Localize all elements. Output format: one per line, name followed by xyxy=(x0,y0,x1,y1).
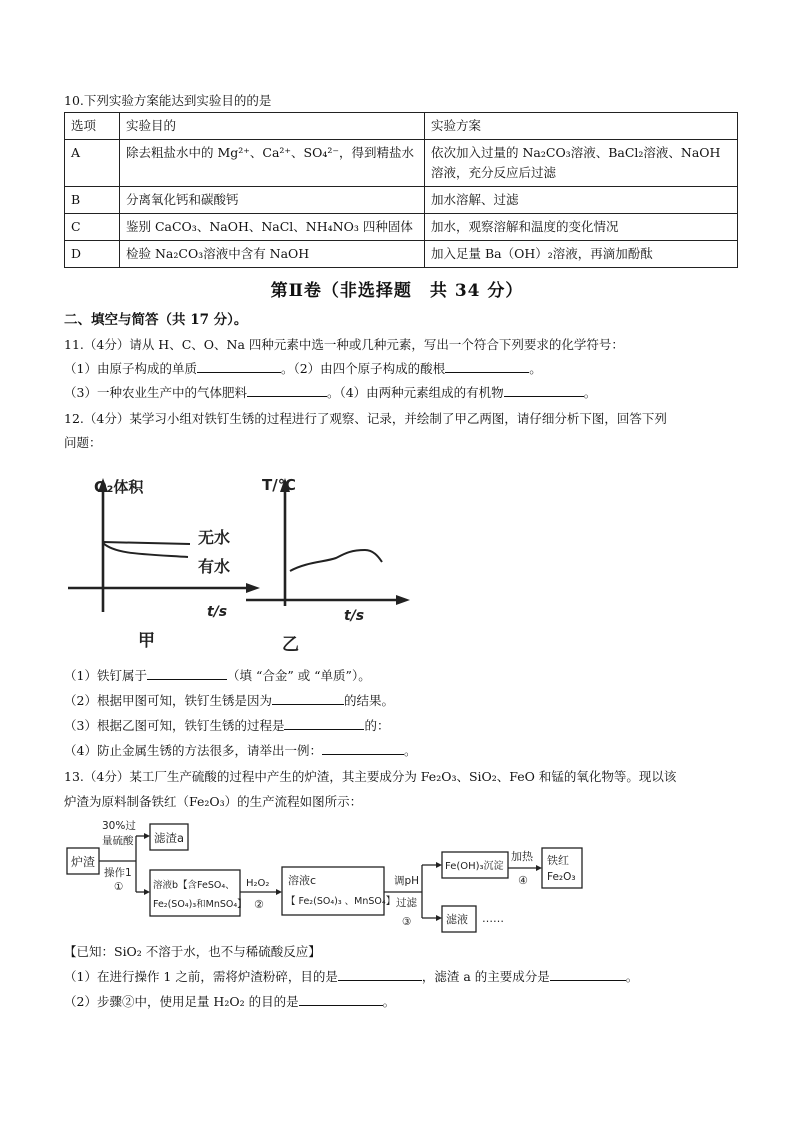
part-title: 第Ⅱ卷（非选择题 共 34 分） xyxy=(270,281,524,301)
arrow-head xyxy=(144,889,150,895)
acid-label-1: 30%过 xyxy=(102,820,136,832)
arrow-head xyxy=(436,862,442,868)
table-row xyxy=(65,214,738,241)
answer-blank[interactable] xyxy=(338,968,422,981)
solution-c-label-2: 【 Fe₂(SO₄)₃ 、MnSO₄】 xyxy=(286,896,396,907)
q12-part1 xyxy=(64,667,371,685)
q13-part1 xyxy=(64,968,638,986)
header-goal: 实验目的 xyxy=(120,113,425,140)
table-row xyxy=(65,140,738,187)
answer-blank[interactable] xyxy=(504,384,584,397)
q11-part4-end: 。 xyxy=(583,385,597,400)
q12-stem-line1: 12.（4分）某学习小组对铁钉生锈的过程进行了观察、记录，并绘制了甲乙两图，请仔细分析下图，回答下列 xyxy=(64,411,667,426)
q13-part2-end: 。 xyxy=(382,994,396,1009)
q11-part2-end: 。 xyxy=(529,361,542,376)
q11-part4-text: 。（4）由两种元素组成的有机物 xyxy=(326,385,504,400)
q10-table xyxy=(64,112,738,268)
arrow-head xyxy=(536,865,542,871)
step-3-label: ③ xyxy=(402,916,412,928)
solution-b-label-1: 溶液b【含FeSO₄、 xyxy=(153,880,235,891)
q13-part2-text: （2）步骤②中，使用足量 H₂O₂ 的目的是 xyxy=(64,994,299,1009)
q11-line-1 xyxy=(64,360,542,378)
x-axis-arrow xyxy=(246,583,260,593)
table-header-row xyxy=(65,113,738,140)
row-option: C xyxy=(65,214,120,241)
answer-blank[interactable] xyxy=(322,742,404,755)
answer-blank[interactable] xyxy=(550,968,626,981)
row-option: D xyxy=(65,241,120,268)
row-goal: 分离氧化钙和碳酸钙 xyxy=(120,187,425,214)
step-1-label: ① xyxy=(114,881,124,893)
acid-label-2: 量硫酸 xyxy=(102,835,134,847)
q12-part3 xyxy=(64,717,389,735)
q12-part3-end: 的： xyxy=(364,718,390,733)
ellipsis-label: …… xyxy=(482,912,504,925)
q11-stem: 11.（4分）请从 H、C、O、Na 四种元素中选一种或几种元素，写出一个符合下列要求的化学符号： xyxy=(64,337,624,352)
q12-part2 xyxy=(64,692,394,710)
q10-stem: 10.下列实验方案能达到实验目的的是 xyxy=(64,93,272,108)
q13-stem-line1: 13.（4分）某工厂生产硫酸的过程中产生的炉渣，其主要成分为 Fe₂O₃、SiO₂、FeO 和锰的氧化物等。现以该 xyxy=(64,769,677,784)
header-plan: 实验方案 xyxy=(425,113,738,140)
ylabel: O₂体积 xyxy=(94,478,144,496)
q12-part4 xyxy=(64,742,416,760)
q13-part1-mid: ，滤渣 a 的主要成分是 xyxy=(421,969,550,984)
row-goal: 鉴别 CaCO₃、NaOH、NaCl、NH₄NO₃ 四种固体 xyxy=(120,214,425,241)
furnace-label: 炉渣 xyxy=(71,855,96,869)
q13-stem-line2: 炉渣为原料制备铁红（Fe₂O₃）的生产流程如图所示： xyxy=(64,794,363,809)
arrow-head xyxy=(436,915,442,921)
q13-known: 【已知：SiO₂ 不溶于水，也不与稀硫酸反应】 xyxy=(64,944,321,959)
solution-b-label-2: Fe₂(SO₄)₃和MnSO₄】 xyxy=(153,899,247,910)
row-option: A xyxy=(65,140,120,187)
label-no-water: 无水 xyxy=(198,528,231,547)
q12-part2-end: 的结果。 xyxy=(343,693,394,708)
iron-red-label-2: Fe₂O₃ xyxy=(547,871,576,883)
answer-blank[interactable] xyxy=(284,717,364,730)
q11-line-2 xyxy=(64,384,596,402)
q13-flowchart xyxy=(64,818,584,940)
operation-1-label: 操作1 xyxy=(104,867,132,879)
residue-a-label: 滤渣a xyxy=(154,831,185,845)
filtrate-label: 滤液 xyxy=(446,913,468,926)
precipitate-label: Fe(OH)₃沉淀 xyxy=(445,861,504,872)
row-plan-line: 依次加入过量的 Na₂CO₃溶液、BaCl₂溶液、NaOH xyxy=(431,145,721,160)
q12-part3-text: （3）根据乙图可知，铁钉生锈的过程是 xyxy=(64,718,285,733)
q12-part4-text: （4）防止金属生锈的方法很多，请举出一例： xyxy=(64,743,322,758)
arrow-head xyxy=(144,833,150,839)
step-2-label: ② xyxy=(254,898,264,911)
q12-part1-text: （1）铁钉属于 xyxy=(64,668,147,683)
x-axis-arrow xyxy=(396,595,410,605)
solution-c-label-1: 溶液c xyxy=(288,874,317,887)
answer-blank[interactable] xyxy=(272,692,344,705)
arrow-head xyxy=(276,889,282,895)
q13-part1-end: 。 xyxy=(625,969,639,984)
table-row xyxy=(65,241,738,268)
section-title: 二、填空与简答（共 17 分）。 xyxy=(64,312,248,328)
graph-jia xyxy=(68,478,260,651)
q11-part1-text: （1）由原子构成的单质 xyxy=(64,361,197,376)
row-plan xyxy=(425,140,738,187)
header-option: 选项 xyxy=(65,113,120,140)
row-plan: 加水，观察溶解和温度的变化情况 xyxy=(425,214,738,241)
row-option: B xyxy=(65,187,120,214)
ylabel: T/℃ xyxy=(262,476,296,494)
row-plan: 加入足量 Ba（OH）₂溶液，再滴加酚酞 xyxy=(425,241,738,268)
graph-yi xyxy=(246,476,410,655)
q12-part1-end: （填 “合金” 或 “单质”）。 xyxy=(226,668,371,683)
ph-label: 调pH xyxy=(394,875,420,887)
answer-blank[interactable] xyxy=(197,360,281,373)
caption-jia: 甲 xyxy=(138,631,155,651)
curve-with-water xyxy=(103,543,188,557)
q13-part1-text: （1）在进行操作 1 之前，需将炉渣粉碎，目的是 xyxy=(64,969,338,984)
curve-temperature xyxy=(290,550,382,571)
q11-part3-text: （3）一种农业生产中的气体肥料 xyxy=(64,385,247,400)
answer-blank[interactable] xyxy=(299,993,383,1006)
row-goal: 检验 Na₂CO₃溶液中含有 NaOH xyxy=(120,241,425,268)
q12-part2-text: （2）根据甲图可知，铁钉生锈是因为 xyxy=(64,693,272,708)
answer-blank[interactable] xyxy=(147,667,227,680)
filter-label: 过滤 xyxy=(396,897,417,909)
iron-red-label-1: 铁红 xyxy=(547,854,569,867)
answer-blank[interactable] xyxy=(247,384,327,397)
row-plan-line: 溶液，充分反应后过滤 xyxy=(431,165,557,180)
curve-no-water xyxy=(103,542,190,544)
q13-part2 xyxy=(64,993,395,1011)
q12-graphs xyxy=(60,466,420,656)
xlabel: t/s xyxy=(207,604,228,620)
label-with-water: 有水 xyxy=(198,557,231,576)
caption-yi: 乙 xyxy=(282,635,299,655)
q12-part4-end: 。 xyxy=(403,743,417,758)
q12-stem-line2: 问题： xyxy=(64,435,102,450)
row-goal: 除去粗盐水中的 Mg²⁺、Ca²⁺、SO₄²⁻，得到精盐水 xyxy=(120,140,425,187)
step-4-label: ④ xyxy=(518,874,528,887)
heat-label: 加热 xyxy=(511,850,533,863)
table-row xyxy=(65,187,738,214)
q11-part2-text: 。（2）由四个原子构成的酸根 xyxy=(280,361,446,376)
xlabel: t/s xyxy=(344,608,365,624)
row-plan: 加水溶解、过滤 xyxy=(425,187,738,214)
h2o2-label: H₂O₂ xyxy=(246,878,270,889)
answer-blank[interactable] xyxy=(445,360,529,373)
